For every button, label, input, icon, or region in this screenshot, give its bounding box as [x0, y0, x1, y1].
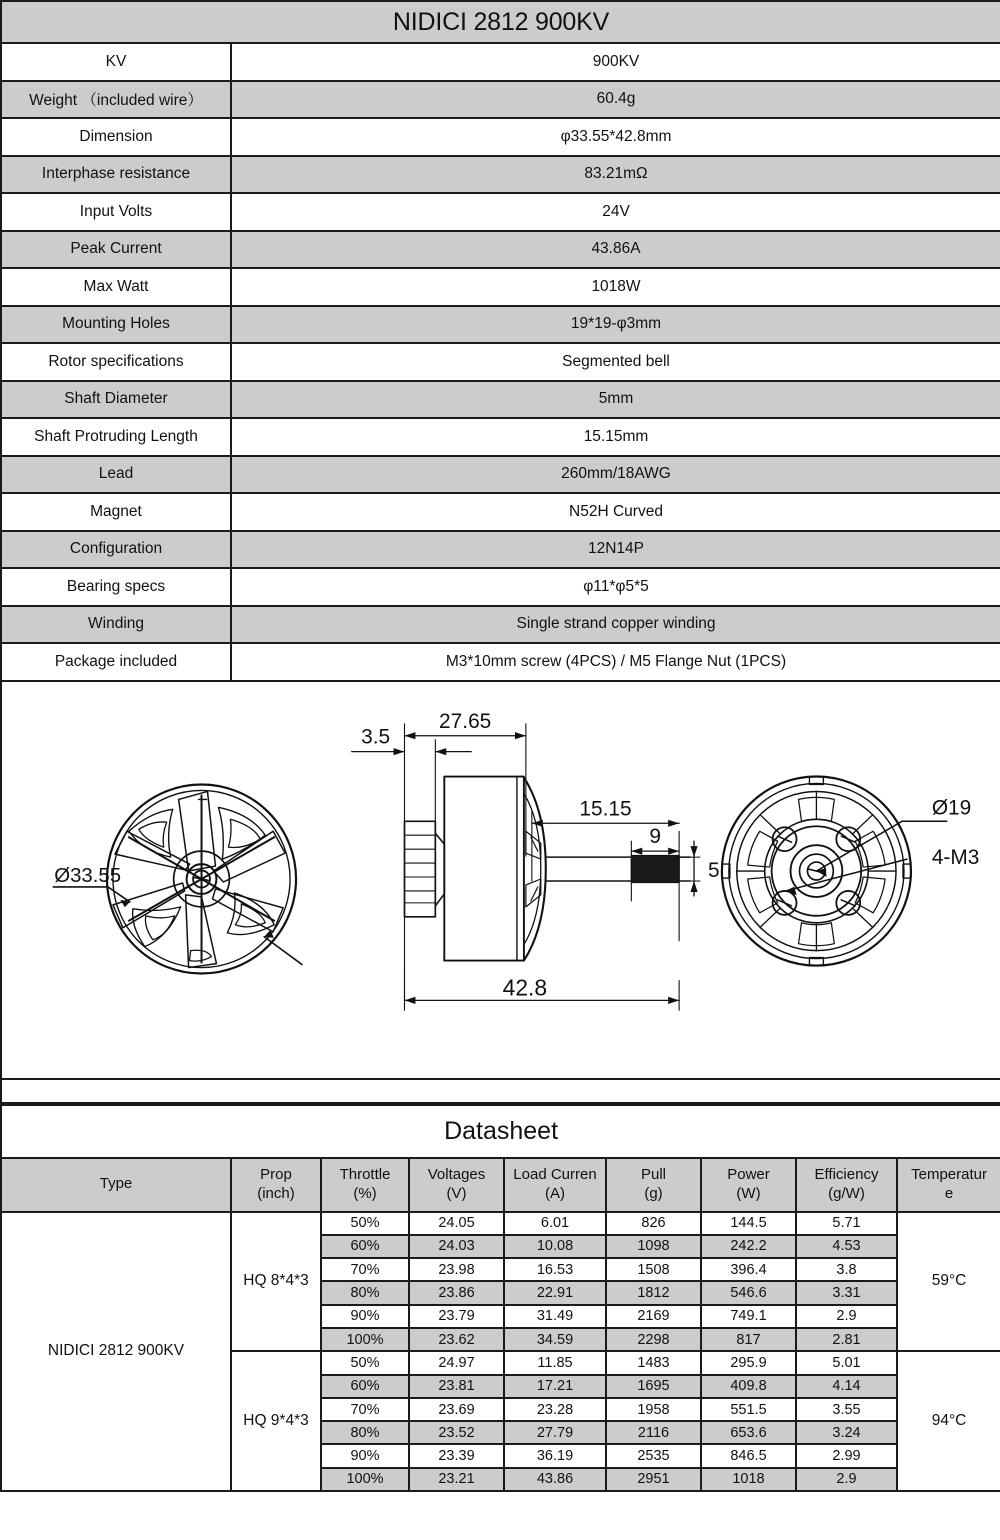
spec-row: [1, 456, 1000, 494]
cell-power: 242.2: [701, 1235, 796, 1258]
side-view-drawing: [352, 723, 700, 1010]
dim-label-total-length: 42.8: [502, 973, 548, 1000]
spec-label: Peak Current: [1, 231, 231, 269]
datasheet-title: Datasheet: [1, 1105, 1000, 1158]
cell-voltage: 24.97: [409, 1351, 504, 1374]
header-line-1: Type: [99, 1175, 133, 1193]
spec-row: [1, 268, 1000, 306]
cell-throttle: 60%: [321, 1235, 409, 1258]
cell-throttle: 80%: [321, 1421, 409, 1444]
spec-value: Single strand copper winding: [231, 606, 1000, 644]
spec-label: Package included: [1, 643, 231, 681]
spec-value: φ33.55*42.8mm: [231, 118, 1000, 156]
spec-value: Segmented bell: [231, 343, 1000, 381]
cell-throttle: 50%: [321, 1212, 409, 1235]
header-line-1: Power: [727, 1165, 770, 1183]
cell-current: 16.53: [504, 1258, 606, 1281]
cell-current: 34.59: [504, 1328, 606, 1351]
cell-throttle: 50%: [321, 1351, 409, 1374]
cell-current: 31.49: [504, 1305, 606, 1328]
column-header-pull: [606, 1158, 701, 1212]
header-line-2: (A): [545, 1184, 565, 1202]
cell-throttle: 80%: [321, 1281, 409, 1304]
dim-label-mount-screw: 4-M3: [931, 845, 980, 869]
cell-power: 295.9: [701, 1351, 796, 1374]
spec-row: [1, 43, 1000, 81]
column-header-voltages: [409, 1158, 504, 1212]
cell-current: 43.86: [504, 1468, 606, 1491]
cell-efficiency: 4.14: [796, 1375, 897, 1398]
spec-row: [1, 193, 1000, 231]
spec-row: [1, 493, 1000, 531]
spec-row: [1, 568, 1000, 606]
spec-row: [1, 643, 1000, 681]
column-header-throttle: [321, 1158, 409, 1212]
cell-power: 546.6: [701, 1281, 796, 1304]
spec-value: 43.86A: [231, 231, 1000, 269]
spec-value: φ11*φ5*5: [231, 568, 1000, 606]
cell-pull: 1483: [606, 1351, 701, 1374]
spec-label: Winding: [1, 606, 231, 644]
cell-voltage: 24.03: [409, 1235, 504, 1258]
cell-voltage: 23.21: [409, 1468, 504, 1491]
spec-label: Dimension: [1, 118, 231, 156]
cell-power: 396.4: [701, 1258, 796, 1281]
spec-row: [1, 531, 1000, 569]
cell-voltage: 23.69: [409, 1398, 504, 1421]
cell-power: 749.1: [701, 1305, 796, 1328]
cell-efficiency: 2.9: [796, 1305, 897, 1328]
header-line-1: Efficiency: [814, 1165, 879, 1183]
header-line-1: Temperatur: [911, 1165, 987, 1183]
spec-value: 60.4g: [231, 81, 1000, 119]
header-line-1: Load Curren: [513, 1165, 597, 1183]
cell-efficiency: 3.55: [796, 1398, 897, 1421]
cell-throttle: 90%: [321, 1305, 409, 1328]
cell-power: 144.5: [701, 1212, 796, 1235]
header-line-2: (g/W): [828, 1184, 865, 1202]
cell-power: 551.5: [701, 1398, 796, 1421]
spec-value: M3*10mm screw (4PCS) / M5 Flange Nut (1PCS): [231, 643, 1000, 681]
cell-efficiency: 2.9: [796, 1468, 897, 1491]
header-line-1: Pull: [640, 1165, 666, 1183]
cell-pull: 1508: [606, 1258, 701, 1281]
spec-label: KV: [1, 43, 231, 81]
spec-label: Shaft Diameter: [1, 381, 231, 419]
spec-label: Lead: [1, 456, 231, 494]
datasheet-header-row: [1, 1158, 1000, 1212]
cell-throttle: 100%: [321, 1328, 409, 1351]
column-header-power: [701, 1158, 796, 1212]
spec-value: 19*19-φ3mm: [231, 306, 1000, 344]
cell-throttle: 100%: [321, 1468, 409, 1491]
column-header-prop: [231, 1158, 321, 1212]
spec-value: 15.15mm: [231, 418, 1000, 456]
cell-pull: 1695: [606, 1375, 701, 1398]
cell-efficiency: 3.31: [796, 1281, 897, 1304]
cell-efficiency: 5.01: [796, 1351, 897, 1374]
rear-view-drawing: [722, 776, 954, 965]
cell-pull: 2169: [606, 1305, 701, 1328]
technical-drawing-row: [1, 681, 1000, 1079]
column-header-type: [1, 1158, 231, 1212]
cell-power: 409.8: [701, 1375, 796, 1398]
spec-label: Magnet: [1, 493, 231, 531]
cell-throttle: 60%: [321, 1375, 409, 1398]
cell-efficiency: 2.81: [796, 1328, 897, 1351]
cell-current: 11.85: [504, 1351, 606, 1374]
header-line-1: Prop: [260, 1165, 292, 1183]
datasheet-title-row: [1, 1105, 1000, 1158]
dim-label-bell-height: 3.5: [361, 725, 391, 749]
cell-pull: 1958: [606, 1398, 701, 1421]
cell-prop: HQ 9*4*3: [231, 1351, 321, 1491]
cell-current: 6.01: [504, 1212, 606, 1235]
header-line-2: (W): [736, 1184, 761, 1202]
spec-label: Bearing specs: [1, 568, 231, 606]
cell-pull: 826: [606, 1212, 701, 1235]
cell-throttle: 90%: [321, 1444, 409, 1467]
cell-current: 36.19: [504, 1444, 606, 1467]
cell-pull: 2951: [606, 1468, 701, 1491]
header-line-1: Throttle: [339, 1165, 391, 1183]
cell-voltage: 23.39: [409, 1444, 504, 1467]
spec-row: [1, 606, 1000, 644]
spec-label: Max Watt: [1, 268, 231, 306]
cell-voltage: 23.79: [409, 1305, 504, 1328]
cell-type: NIDICI 2812 900KV: [1, 1212, 231, 1492]
cell-power: 817: [701, 1328, 796, 1351]
column-header-efficiency: [796, 1158, 897, 1212]
spec-row: [1, 81, 1000, 119]
performance-datasheet-table: [0, 1104, 1000, 1493]
cell-prop: HQ 8*4*3: [231, 1212, 321, 1352]
cell-current: 22.91: [504, 1281, 606, 1304]
spec-value: 900KV: [231, 43, 1000, 81]
spec-label: Configuration: [1, 531, 231, 569]
header-line-2: (%): [353, 1184, 377, 1202]
cell-throttle: 70%: [321, 1258, 409, 1281]
spec-value: 260mm/18AWG: [231, 456, 1000, 494]
motor-technical-drawing: [2, 682, 1000, 1078]
spec-label: Input Volts: [1, 193, 231, 231]
cell-voltage: 23.81: [409, 1375, 504, 1398]
header-line-2: (V): [446, 1184, 467, 1202]
table-row: [1, 1212, 1000, 1235]
header-line-1: Voltages: [427, 1165, 486, 1183]
spec-label: Mounting Holes: [1, 306, 231, 344]
spec-value: 24V: [231, 193, 1000, 231]
cell-voltage: 23.98: [409, 1258, 504, 1281]
spec-value: N52H Curved: [231, 493, 1000, 531]
spacer-cell: [1, 1079, 1000, 1103]
cell-pull: 1812: [606, 1281, 701, 1304]
spec-label: Shaft Protruding Length: [1, 418, 231, 456]
spec-row: [1, 418, 1000, 456]
cell-power: 1018: [701, 1468, 796, 1491]
cell-power: 846.5: [701, 1444, 796, 1467]
spec-value: 5mm: [231, 381, 1000, 419]
cell-temperature: 94°C: [897, 1351, 1000, 1491]
spec-value: 1018W: [231, 268, 1000, 306]
spec-row: [1, 118, 1000, 156]
dim-label-shaft-protrude: 15.15: [579, 796, 632, 820]
header-line-2: (g): [644, 1184, 663, 1202]
spacer-row: [1, 1079, 1000, 1103]
cell-efficiency: 3.8: [796, 1258, 897, 1281]
spec-row: [1, 231, 1000, 269]
header-line-2: e: [944, 1184, 954, 1202]
spec-row: [1, 306, 1000, 344]
dim-label-thread-length: 9: [649, 824, 662, 848]
cell-pull: 2298: [606, 1328, 701, 1351]
cell-efficiency: 3.24: [796, 1421, 897, 1444]
header-line-2: (inch): [257, 1184, 295, 1202]
cell-current: 17.21: [504, 1375, 606, 1398]
cell-throttle: 70%: [321, 1398, 409, 1421]
cell-efficiency: 2.99: [796, 1444, 897, 1467]
spec-row: [1, 156, 1000, 194]
page-title: NIDICI 2812 900KV: [1, 1, 1000, 43]
cell-current: 27.79: [504, 1421, 606, 1444]
cell-pull: 2535: [606, 1444, 701, 1467]
cell-temperature: 59°C: [897, 1212, 1000, 1352]
dim-label-body-length: 27.65: [439, 709, 492, 733]
technical-drawing-cell: [1, 681, 1000, 1079]
cell-pull: 1098: [606, 1235, 701, 1258]
cell-efficiency: 4.53: [796, 1235, 897, 1258]
cell-power: 653.6: [701, 1421, 796, 1444]
spec-label: Weight （included wire）: [1, 81, 231, 119]
spec-row: [1, 343, 1000, 381]
cell-efficiency: 5.71: [796, 1212, 897, 1235]
cell-current: 23.28: [504, 1398, 606, 1421]
spec-value: 12N14P: [231, 531, 1000, 569]
dim-label-mount-pattern: Ø19: [931, 795, 972, 819]
dim-label-shaft-diameter: 5: [707, 858, 720, 882]
cell-current: 10.08: [504, 1235, 606, 1258]
spec-label: Rotor specifications: [1, 343, 231, 381]
column-header-load-current: [504, 1158, 606, 1212]
product-title-row: [1, 1, 1000, 43]
spec-label: Interphase resistance: [1, 156, 231, 194]
column-header-temperature: [897, 1158, 1000, 1212]
datasheet-body: [1, 1105, 1000, 1492]
spec-row: [1, 381, 1000, 419]
cell-pull: 2116: [606, 1421, 701, 1444]
spec-table-body: [1, 1, 1000, 1103]
cell-voltage: 23.52: [409, 1421, 504, 1444]
cell-voltage: 24.05: [409, 1212, 504, 1235]
cell-voltage: 23.86: [409, 1281, 504, 1304]
dim-label-diameter-front: Ø33.55: [54, 864, 122, 887]
cell-voltage: 23.62: [409, 1328, 504, 1351]
spec-value: 83.21mΩ: [231, 156, 1000, 194]
